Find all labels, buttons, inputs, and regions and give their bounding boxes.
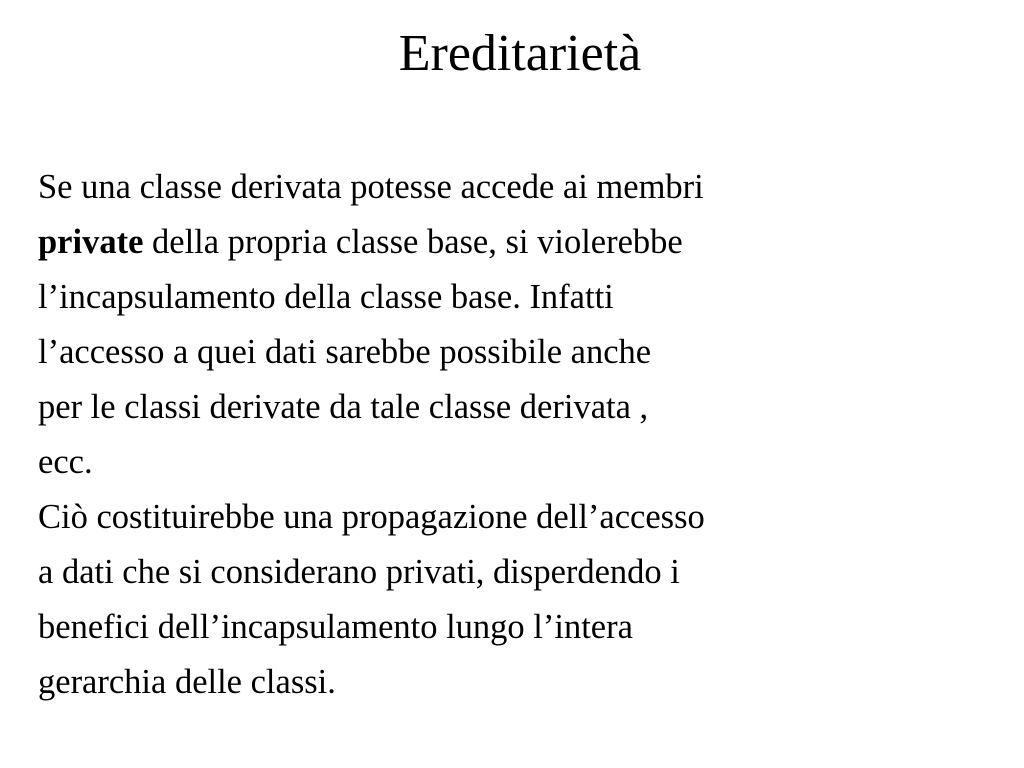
paragraph-1 — [38, 160, 938, 490]
text-fragment: della propria classe base, si violerebbe — [143, 223, 683, 261]
text-line: a dati che si considerano privati, disperdendo i — [38, 553, 680, 591]
text-line: gerarchia delle classi. — [38, 663, 336, 701]
text-line: l’accesso a quei dati sarebbe possibile anche — [38, 333, 652, 371]
keyword-private: private — [38, 223, 144, 261]
slide-title: Ereditarietà — [398, 25, 642, 82]
text-line: l’incapsulamento della classe base. Infatti — [38, 278, 614, 316]
text-line: Ciò costituirebbe una propagazione dell’accesso — [38, 498, 705, 536]
paragraph-2 — [38, 490, 938, 710]
slide-body — [38, 160, 938, 710]
text-line: per le classi derivate da tale classe derivata , — [38, 388, 649, 426]
text-line: benefici dell’incapsulamento lungo l’intera — [38, 608, 633, 646]
text-line: Se una classe derivata potesse accede ai membri — [38, 168, 704, 206]
text-line — [38, 215, 938, 270]
text-line: ecc. — [38, 443, 93, 481]
